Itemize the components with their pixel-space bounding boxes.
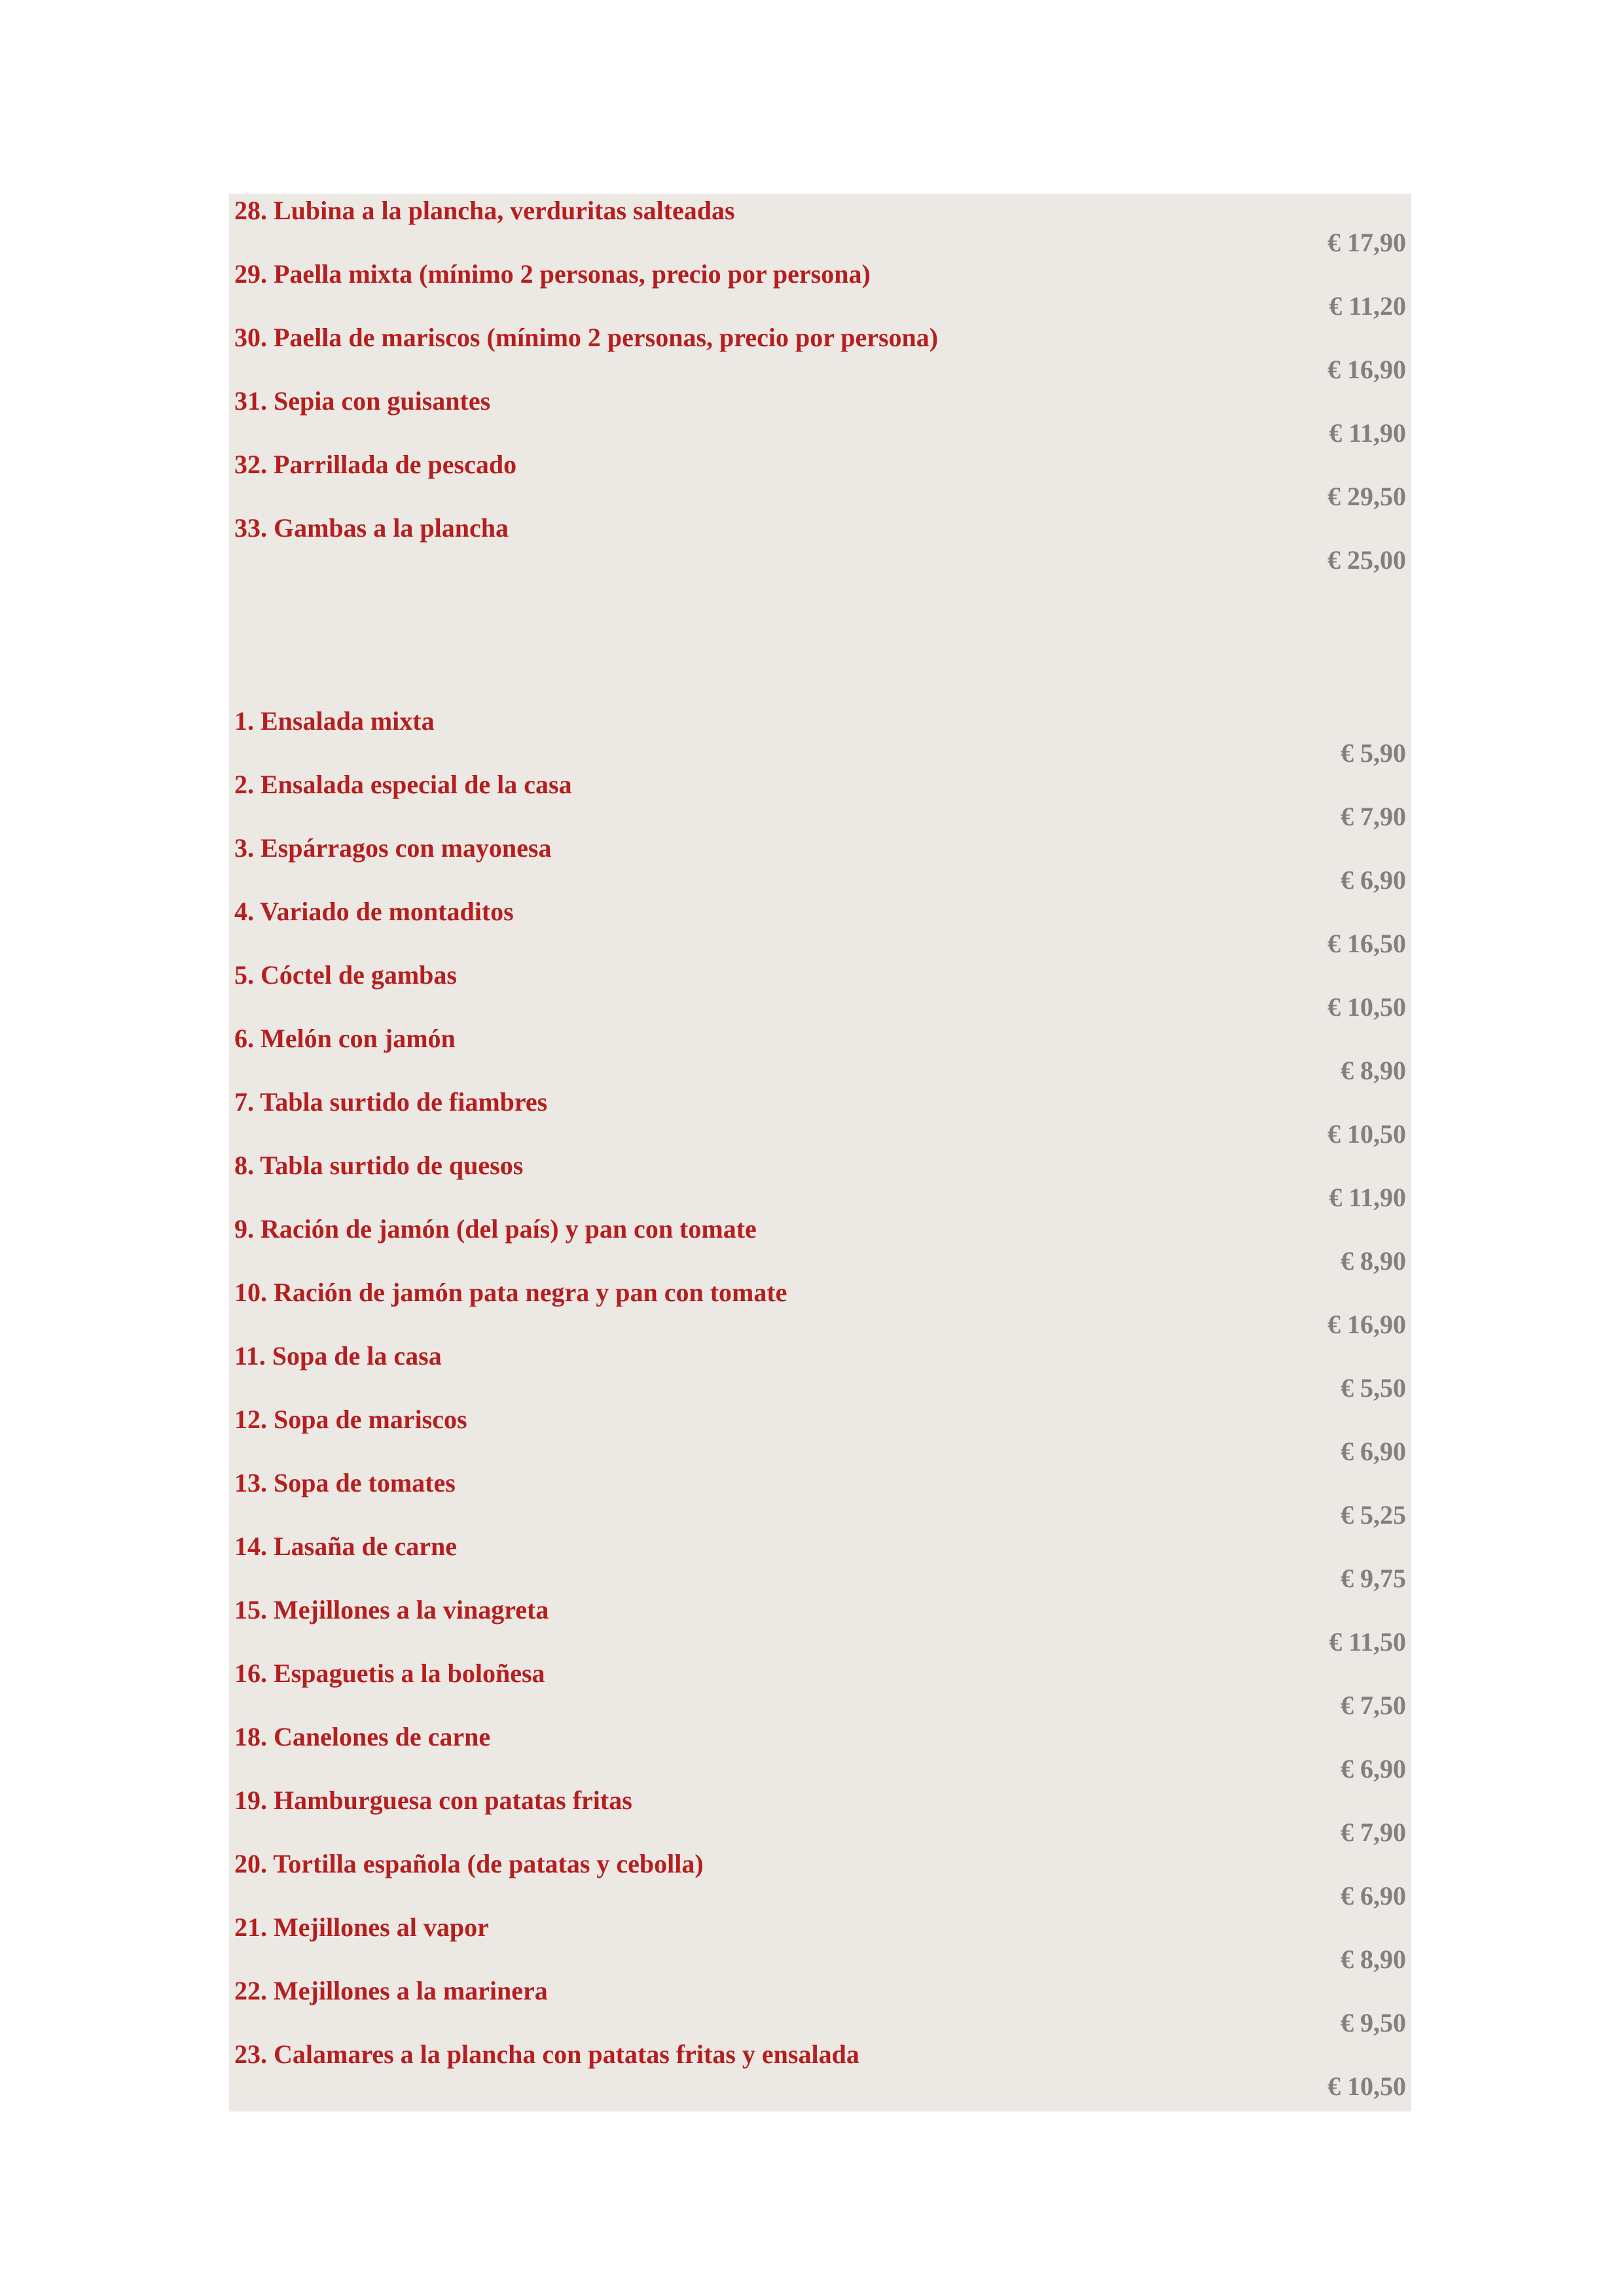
menu-item [229,831,1411,895]
menu-item [229,1910,1411,1974]
menu-item-price: € 7,90 [1341,802,1406,831]
menu-item-price: € 9,50 [1341,2008,1406,2037]
menu-item-name: 22. Mejillones a la marinera [234,1976,548,2005]
menu-item [229,321,1411,384]
menu-section-starters [229,704,1411,2111]
menu-item [229,704,1411,768]
menu-item-name: 11. Sopa de la casa [234,1341,442,1371]
menu-list [229,704,1411,2101]
menu-item-price: € 7,50 [1341,1691,1406,1720]
menu-item-price: € 16,90 [1327,1310,1406,1339]
menu-item-name: 18. Canelones de carne [234,1722,491,1751]
menu-item-name: 21. Mejillones al vapor [234,1912,489,1942]
menu-item-price: € 16,50 [1327,929,1406,958]
menu-list [229,194,1411,575]
menu-item-price: € 8,90 [1341,1945,1406,1974]
menu-item-price: € 29,50 [1327,482,1406,511]
menu-item-price: € 11,50 [1329,1627,1406,1657]
menu-item-name: 16. Espaguetis a la boloñesa [234,1659,545,1688]
menu-item-price: € 11,90 [1329,1183,1406,1212]
menu-item-price: € 25,00 [1327,545,1406,575]
menu-item-name: 31. Sepia con guisantes [234,386,491,416]
menu-item-price: € 5,90 [1341,738,1406,768]
menu-item-price: € 17,90 [1327,228,1406,257]
menu-item-name: 7. Tabla surtido de fiambres [234,1087,548,1117]
menu-item-name: 4. Variado de montaditos [234,897,514,926]
menu-item [229,1974,1411,2037]
menu-item-price: € 6,90 [1341,1437,1406,1466]
menu-item [229,448,1411,511]
menu-item-name: 32. Parrillada de pescado [234,450,517,479]
menu-item-name: 23. Calamares a la plancha con patatas fritas y ensalada [234,2039,859,2069]
menu-item-price: € 16,90 [1327,355,1406,384]
menu-item [229,1466,1411,1530]
menu-item-price: € 6,90 [1341,1881,1406,1910]
menu-item [229,1530,1411,1593]
menu-item [229,958,1411,1022]
menu-item-name: 10. Ración de jamón pata negra y pan con tomate [234,1278,787,1307]
menu-item [229,1593,1411,1657]
menu-item [229,1149,1411,1212]
menu-item-price: € 10,50 [1327,1119,1406,1149]
menu-item [229,1720,1411,1784]
menu-item-name: 6. Melón con jamón [234,1024,456,1053]
menu-item [229,2037,1411,2101]
menu-item-name: 8. Tabla surtido de quesos [234,1151,524,1180]
menu-item-price: € 6,90 [1341,865,1406,895]
menu-item [229,257,1411,321]
menu-item-name: 2. Ensalada especial de la casa [234,770,572,799]
menu-item [229,1847,1411,1910]
menu-item-name: 3. Espárragos con mayonesa [234,833,552,863]
menu-item [229,895,1411,958]
menu-section-fish [229,194,1411,704]
menu-item-price: € 7,90 [1341,1818,1406,1847]
menu-item-name: 1. Ensalada mixta [234,706,435,736]
menu-item-price: € 6,90 [1341,1754,1406,1784]
menu-item [229,1276,1411,1339]
menu-item [229,384,1411,448]
menu-item-price: € 8,90 [1341,1056,1406,1085]
menu-item-name: 33. Gambas a la plancha [234,513,509,543]
menu-item-name: 19. Hamburguesa con patatas fritas [234,1785,632,1815]
menu-item-name: 30. Paella de mariscos (mínimo 2 personas, precio por persona) [234,323,939,352]
menu-item-price: € 8,90 [1341,1246,1406,1276]
menu-item-name: 14. Lasaña de carne [234,1532,457,1561]
menu-item-price: € 11,90 [1329,418,1406,448]
menu-item [229,1403,1411,1466]
menu-item-name: 5. Cóctel de gambas [234,960,457,990]
menu-item-name: 29. Paella mixta (mínimo 2 personas, precio por persona) [234,259,871,289]
menu-item-name: 12. Sopa de mariscos [234,1405,467,1434]
menu-item-name: 13. Sopa de tomates [234,1468,456,1498]
menu-item [229,1022,1411,1085]
menu-item-price: € 10,50 [1327,992,1406,1022]
menu-item [229,1784,1411,1847]
menu-item-name: 20. Tortilla española (de patatas y cebolla) [234,1849,704,1878]
menu-item [229,1339,1411,1403]
menu-item-name: 15. Mejillones a la vinagreta [234,1595,549,1624]
menu-item [229,1212,1411,1276]
menu-item [229,1657,1411,1720]
menu-item-price: € 5,25 [1341,1500,1406,1530]
menu-item-price: € 5,50 [1341,1373,1406,1403]
menu-item [229,511,1411,575]
menu-item [229,1085,1411,1149]
menu-item-name: 28. Lubina a la plancha, verduritas salteadas [234,196,735,225]
menu-item-price: € 11,20 [1329,291,1406,321]
menu-item-price: € 10,50 [1327,2072,1406,2101]
menu-item [229,194,1411,257]
menu-item [229,768,1411,831]
menu-item-name: 9. Ración de jamón (del país) y pan con tomate [234,1214,757,1244]
menu-item-price: € 9,75 [1341,1564,1406,1593]
